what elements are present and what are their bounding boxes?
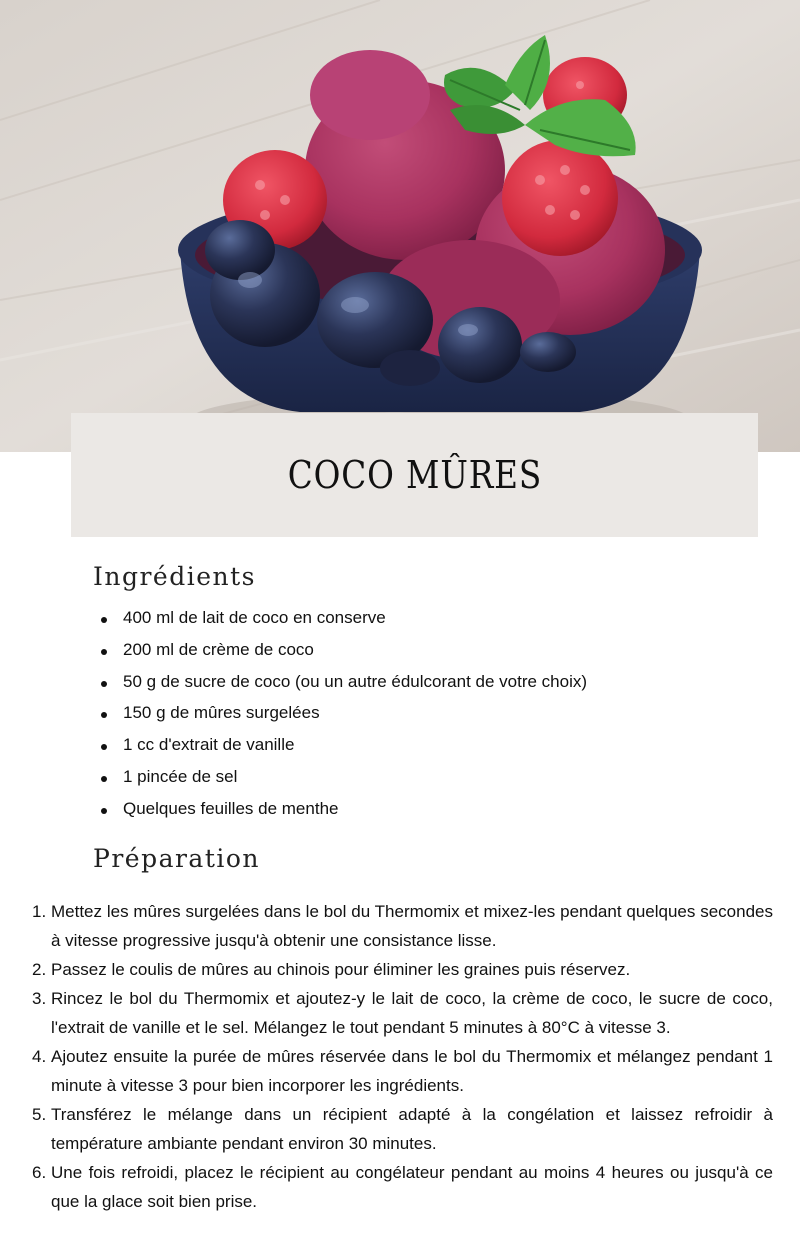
step-text: Rincez le bol du Thermomix et ajoutez-y le lait de coco, la crème de coco, le sucre de coco, l'extrait de vanille et le sel. Mélangez le tout pendant 5 minutes à 80°C à vitesse 3. — [51, 989, 773, 1037]
ingredient-item: 1 pincée de sel — [98, 762, 698, 794]
preparation-steps — [32, 897, 773, 1216]
step-number: 2. — [32, 960, 47, 979]
step-number: 3. — [32, 989, 47, 1008]
step-item — [32, 1042, 773, 1100]
ingredient-item: 200 ml de crème de coco — [98, 635, 698, 667]
step-item — [32, 1158, 773, 1216]
preparation-heading: Préparation — [93, 844, 261, 873]
step-item — [32, 984, 773, 1042]
step-text: Ajoutez ensuite la purée de mûres réservée dans le bol du Thermomix et mélangez pendant 1 minute à vitesse 3 pour bien incorporer les ingrédients. — [51, 1047, 773, 1095]
ingredient-item: 400 ml de lait de coco en conserve — [98, 603, 698, 635]
step-text: Transférez le mélange dans un récipient adapté à la congélation et laissez refroidir à température ambiante pendant environ 30 minutes. — [51, 1105, 773, 1153]
step-text: Mettez les mûres surgelées dans le bol du Thermomix et mixez-les pendant quelques secondes à vitesse progressive jusqu'à obtenir une consistance lisse. — [51, 902, 773, 950]
ingredients-heading: Ingrédients — [93, 562, 256, 591]
step-number: 1. — [32, 902, 47, 921]
recipe-title: COCO MÛRES — [287, 453, 542, 497]
ingredients-list — [98, 603, 698, 826]
hero-photo — [0, 0, 800, 452]
ingredient-item: 50 g de sucre de coco (ou un autre édulcorant de votre choix) — [98, 667, 698, 699]
ice-cream-bowl-illustration — [0, 0, 800, 452]
step-number: 5. — [32, 1105, 47, 1124]
title-card — [71, 413, 758, 537]
step-item — [32, 955, 773, 984]
ingredient-item: Quelques feuilles de menthe — [98, 794, 698, 826]
step-item — [32, 1100, 773, 1158]
step-number: 6. — [32, 1163, 47, 1182]
ingredient-item: 1 cc d'extrait de vanille — [98, 730, 698, 762]
step-number: 4. — [32, 1047, 47, 1066]
step-text: Passez le coulis de mûres au chinois pour éliminer les graines puis réservez. — [51, 960, 631, 979]
ingredient-item: 150 g de mûres surgelées — [98, 698, 698, 730]
step-text: Une fois refroidi, placez le récipient au congélateur pendant au moins 4 heures ou jusqu'à ce que la glace soit bien prise. — [51, 1163, 773, 1211]
step-item — [32, 897, 773, 955]
